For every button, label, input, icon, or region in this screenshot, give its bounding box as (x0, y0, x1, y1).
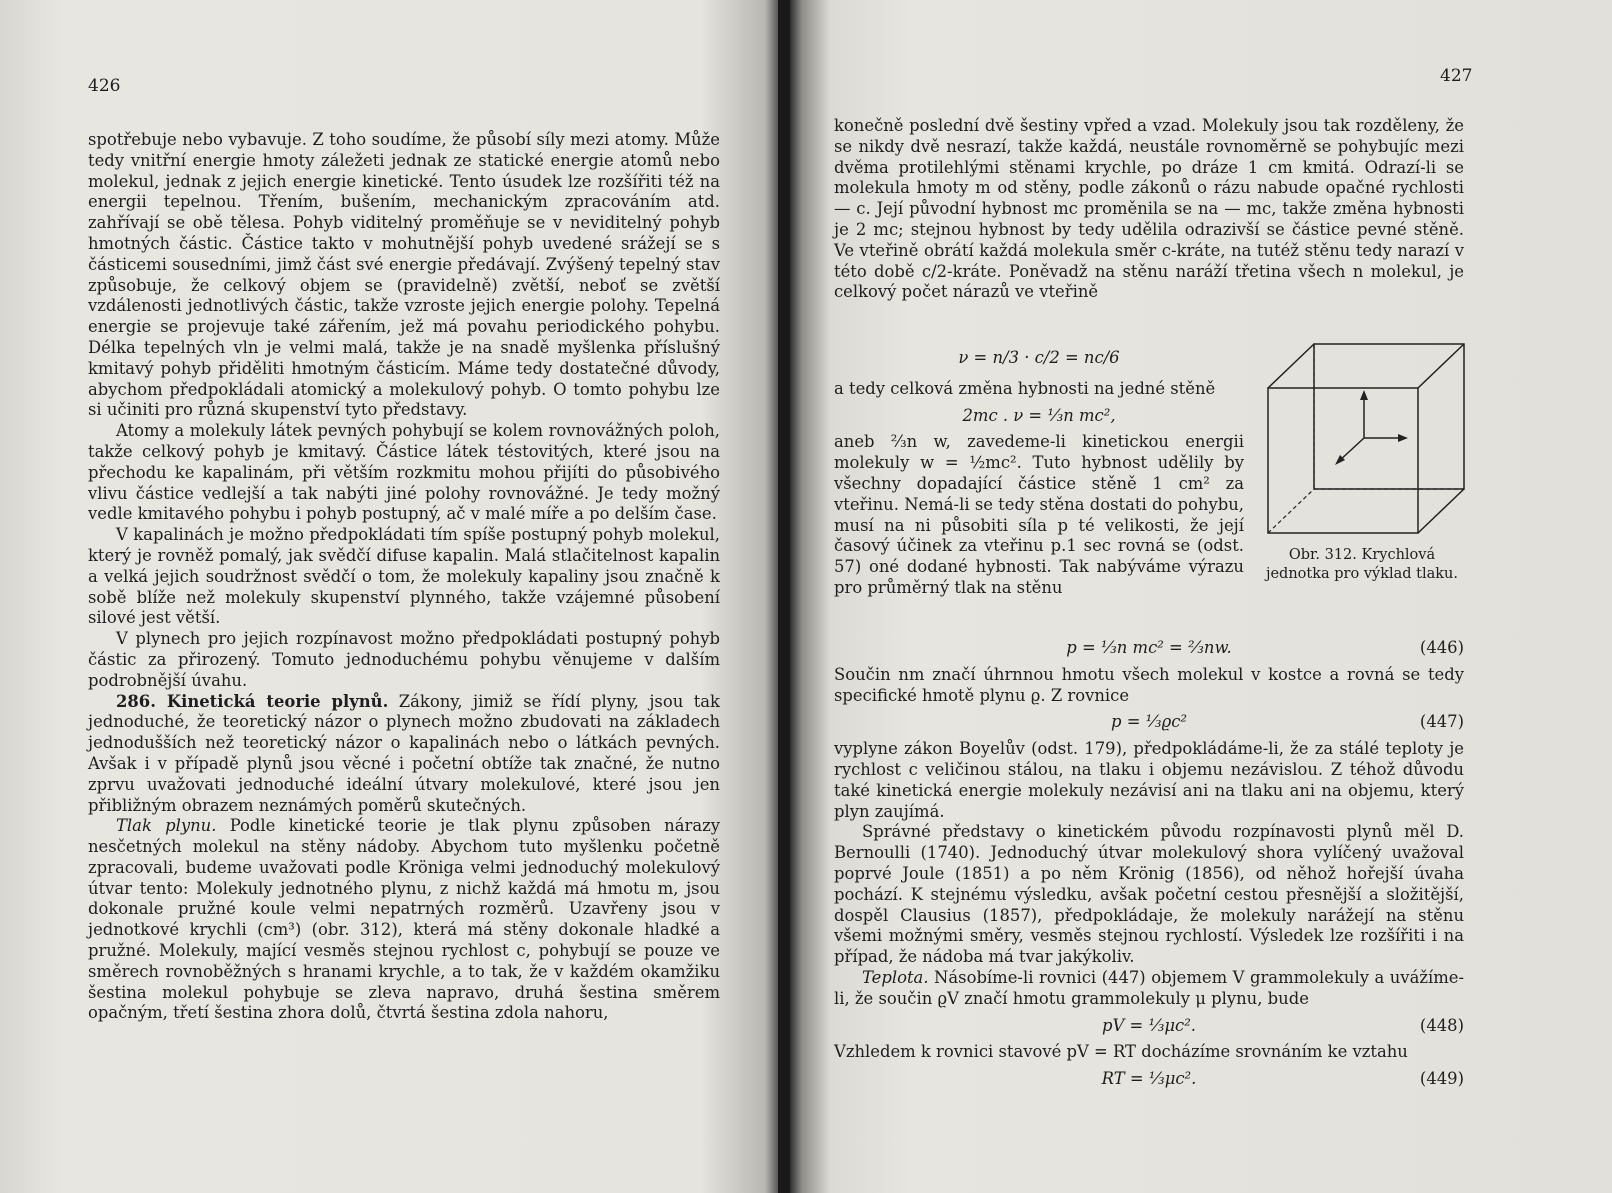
equation-number: (449) (1419, 1069, 1464, 1089)
right-column-with-figure (834, 340, 1244, 599)
paragraph: konečně poslední dvě šestiny vpřed a vzad. Molekuly jsou tak rozděleny, že se nikdy dvě nesrazí, takže každá, neustále rovnoměrně se pohybujíc mezi dvěma protilehlými stěnami krychle, po dráze 1 cm kmitá. Odrazí-li se molekula hmoty m od stěny, podle zákonů o rázu nabude opačné rychlosti — c. Její původní hybnost mc proměnila se na — mc, takže změna hybnosti je 2 mc; stejnou hybnost by tedy udělila odrazivší se částice pevné stěně. Ve vteřině obrátí každá molekula směr c-kráte, na tutéž stěnu tedy narazí v této době c/2-kráte. Poněvadž na stěnu naráží třetina všech n molekul, je celkový počet nárazů ve vteřině (834, 116, 1464, 302)
paragraph: vyplyne zákon Boyelův (odst. 179), předpokládáme-li, že za stálé teploty je rychlost c veličinou stálou, na tlaku i objemu nezávislou. Z téhož důvodu také kinetická energie molekuly nezávisí ani na tlaku ani na objemu, který plyn zaujímá. (834, 739, 1464, 821)
equation-449 (834, 1069, 1464, 1090)
paragraph: a tedy celková změna hybnosti na jedné stěně (834, 378, 1216, 398)
right-top-text (834, 116, 1464, 303)
cube-edge (1268, 344, 1314, 388)
paragraph: V plynech pro jejich rozpínavost možno předpokládati postupný pohyb částic za přirozený. Tomuto jednoduchému pohybu věnujeme v dalším podrobnější úvahu. (88, 629, 720, 690)
cube-edge (1418, 344, 1464, 388)
paragraph: Vzhledem k rovnici stavové pV = RT docházíme srovnáním ke vztahu (834, 1042, 1408, 1062)
right-page (790, 0, 1612, 1193)
subheading: Teplota. (862, 967, 929, 987)
equation-text: RT = ⅓μc². (1101, 1069, 1197, 1089)
equation-text: p = ⅓ϱc² (1111, 712, 1187, 732)
paragraph: spotřebuje nebo vybavuje. Z toho soudíme, že působí síly mezi atomy. Může tedy vnitřní energie hmoty záležeti jednak ze statické energie atomů nebo molekul, jednak z jejich energie kinetické. Tento úsudek lze rozšířiti též na energii tepelnou. Třením, bušením, mechanickým zpracováním atd. zahřívají se obě tělesa. Pohyb viditelný proměňuje se v neviditelný pohyb hmotných částic. Částice takto v mohutnější pohyb uvedené srážejí se s částicemi sousedními, jimž část své energie předávají. Zvýšený tepelný stav způsobuje, že celkový objem se (pravidelně) zvětší, neboť se zvětší vzdálenosti jednotlivých částic, takže vzroste jejich energie polohy. Tepelná energie se projevuje také zářením, jež má povahu periodického pohybu. Délka tepelných vln je velmi malá, takže je na snadě myšlenka příslušný kmitavý pohyb přiděliti hmotným částicím. Máme tedy dostatečné důvody, abychom předpokládali atomický a molekulový pohyb. O tomto pohybu lze si učiniti pro různá skupenství tyto představy. (88, 130, 720, 420)
equation-number: (447) (1419, 712, 1464, 732)
equation-number: (446) (1419, 638, 1464, 657)
page-number-left: 426 (88, 76, 121, 96)
equation-text: p = ⅓n mc² = ⅔nw. (1066, 638, 1232, 657)
cube-edge (1418, 489, 1464, 533)
paragraph: aneb ⅔n w, zavedeme-li kinetickou energii molekuly w = ½mc². Tuto hybnost udělily by všechny dopadající částice stěně 1 cm² za vteřinu. Nemá-li se tedy stěna dostati do pohybu, musí na ni působiti síla p té velikosti, že její časový účinek za vteřinu p.1 sec rovná se (odst. 57) oné dodané hybnosti. Tak nabýváme výrazu pro průměrný tlak na stěnu (834, 432, 1244, 597)
equation-448 (834, 1016, 1464, 1037)
equation-momentum: 2mc . ν = ⅓n mc², (962, 405, 1116, 425)
paragraph: Násobíme-li rovnici (447) objemem V grammolekuly a uvážíme-li, že součin ϱV značí hmotu grammolekuly μ plynu, bude (834, 967, 1464, 1008)
page-number-right: 427 (1440, 66, 1473, 86)
paragraph: Atomy a molekuly látek pevných pohybují se kolem rovnovážných poloh, takže celkový pohyb je kmitavý. Částice látek téstovitých, které jsou na přechodu ke kapalinám, při větším rozkmitu mohou přijíti do působivého vlivu částice vedlejší a tak nabýti jiné polohy rovnovážné. Je tedy možný vedle kmitavého pohybu i pohyb postupný, ač v malé míře a po delším čase. (88, 421, 720, 524)
equation-nu: ν = n/3 · c/2 = nc/6 (958, 348, 1120, 367)
section-heading: 286. Kinetická teorie plynů. (116, 691, 389, 711)
equation-447 (834, 712, 1464, 733)
cube-hidden-edge (1268, 489, 1314, 533)
left-text-block (88, 130, 720, 1024)
paragraph: Součin nm značí úhrnnou hmotu všech molekul v kostce a rovná se tedy specifické hmotě plynu ϱ. Z rovnice (834, 664, 1464, 705)
paragraph: V kapalinách je možno předpokládati tím spíše postupný pohyb molekul, který je rovněž pomalý, jak svědčí difuse kapalin. Malá stlačitelnost kapalin a velká jejich soudržnost svědčí o tom, že molekuly kapaliny jsou značně k sobě blíže než molekuly skupenství plynného, takže vzájemné působení silové jest větší. (88, 525, 720, 628)
figure-cube (1264, 338, 1484, 538)
arrowhead (1360, 390, 1368, 400)
left-page (0, 0, 780, 1193)
figure-caption: Obr. 312. Krychlová jednotka pro výklad tlaku. (1265, 547, 1459, 582)
equation-text: pV = ⅓μc². (1102, 1015, 1196, 1035)
equation-number: (448) (1419, 1015, 1464, 1035)
subheading: Tlak plynu. (116, 816, 217, 836)
equation-446 (834, 638, 1464, 659)
right-bottom-text (834, 632, 1464, 1096)
paragraph: Správné představy o kinetickém původu rozpínavosti plynů měl D. Bernoulli (1740). Jednoduchý útvar molekulový shora vylíčený uvažoval poprvé Joule (1851) a po něm Krönig (1856), od něhož hořejší úvaha pochází. K stejnému výsledku, avšak početní cestou přesnější a složitější, dospěl Clausius (1857), předpokládaje, že molekuly narážejí na stěnu všemi možnými směry, vesměs stejnou rychlostí. Výsledek lze rozšířiti i na případ, že nádoba má tvar jakýkoliv. (834, 822, 1464, 967)
arrowhead (1398, 434, 1408, 442)
paragraph: Podle kinetické teorie je tlak plynu způsoben nárazy nesčetných molekul na stěny nádoby. Abychom tuto myšlenku početně zpracovali, budeme uvažovati podle Kröniga velmi jednoduchý molekulový útvar tento: Molekuly jednotného plynu, z nichž každá má hmotu m, jsou dokonale pružné koule velmi nepatrných rozměrů. Uzavřeny jsou v jednotkové krychli (cm³) (obr. 312), která má stěny dokonale hladké a pružné. Molekuly, mající vesměs stejnou rychlost c, pohybují se pouze ve směrech rovnoběžných s hranami krychle, a to tak, že v každém okamžiku šestina molekul pohybuje se zleva napravo, druhá šestina směrem opačným, třetí šestina zhora dolů, čtvrtá šestina zdola nahoru, (88, 816, 720, 1023)
paragraph: Zákony, jimiž se řídí plyny, jsou tak jednoduché, že teoretický názor o plynech možno zbudovati na základech jednodušších než teoretický názor o kapalinách nebo o látkách pevných. Avšak i v případě plynů jsou věcné i početní obtíže tak značné, že nutno zprvu uvažovati jednoduché ideální útvary molekulové, které jsou jen přibližným obrazem neznámých poměrů skutečných. (88, 691, 720, 815)
